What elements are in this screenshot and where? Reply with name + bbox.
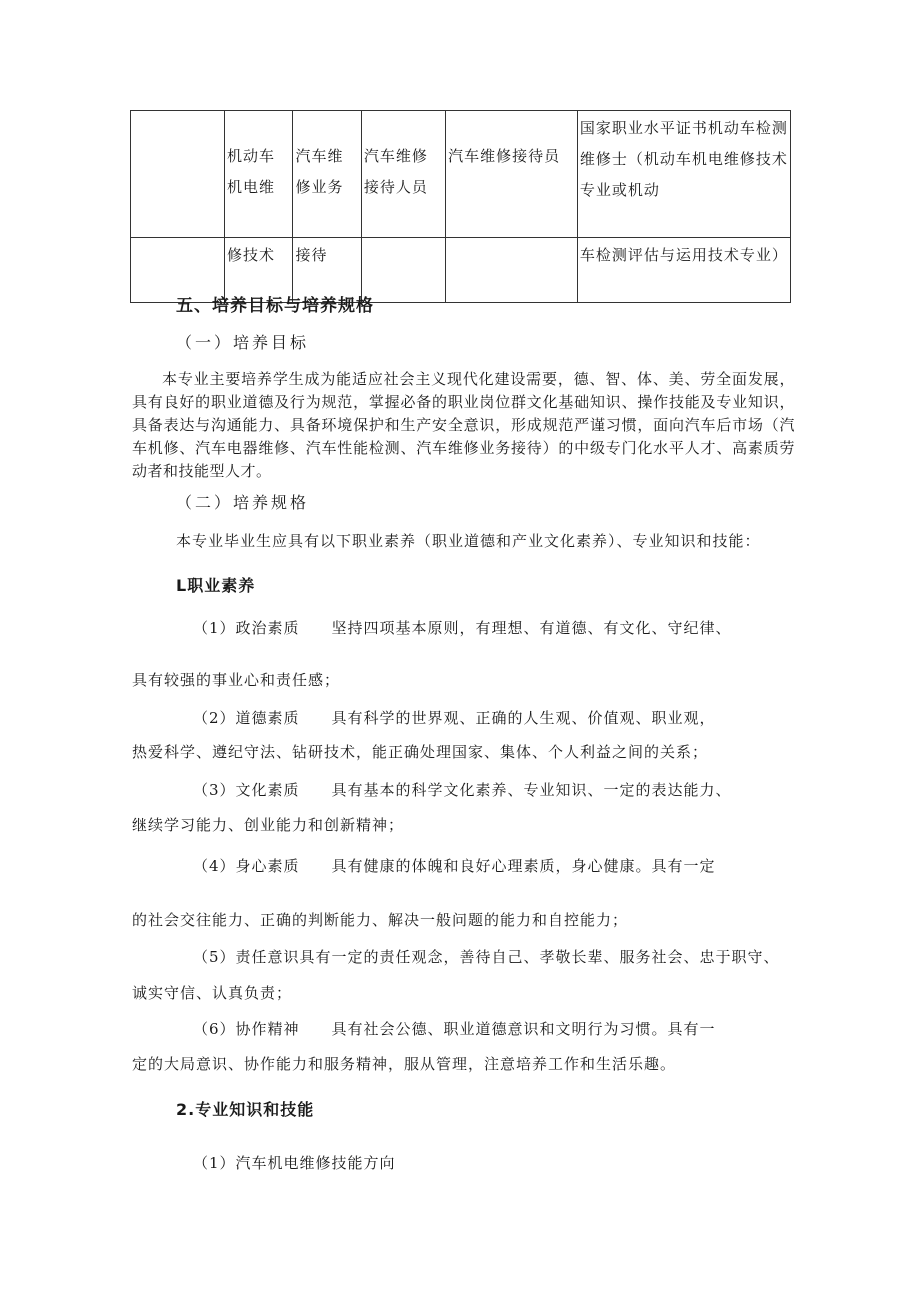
- subsection-heading: （二）培养规格: [176, 493, 310, 512]
- table-cell: 接待: [293, 238, 361, 303]
- paragraph: 本专业主要培养学生成为能适应社会主义现代化建设需要，德、智、体、美、劳全面发展，具有良好的职业道德及行为规范，掌握必备的职业岗位群文化基础知识、操作技能及专业知识，具备表达与沟通能力、具备环境保护和生产安全意识，形成规范严谨习惯，面向汽车后市场（汽车机修、汽车电器维修、汽车性能检测、汽车维修业务接待）的中级专门化水平人才、高素质劳动者和技能型人才。: [132, 370, 795, 480]
- table-cell: 汽车维修接待员: [446, 111, 578, 238]
- table-cell: 机动车机电维: [224, 111, 292, 238]
- list-item-line: （1）政治素质 坚持四项基本原则，有理想、有道德、有文化、守纪律、: [193, 619, 732, 637]
- list-item-line: 的社会交往能力、正确的判断能力、解决一般问题的能力和自控能力；: [132, 911, 629, 929]
- list-item-line: （6）协作精神 具有社会公德、职业道德意识和文明行为习惯。具有一: [193, 1020, 716, 1038]
- paragraph: 本专业毕业生应具有以下职业素养（职业道德和产业文化素养）、专业知识和技能：: [176, 532, 761, 550]
- list-item-line: 继续学习能力、创业能力和创新精神；: [132, 816, 405, 834]
- table-cell: 汽车维修业务: [293, 111, 361, 238]
- table-cell: 汽车维修接待人员: [361, 111, 445, 238]
- table-row: [131, 111, 791, 238]
- table-cell: [361, 238, 445, 303]
- list-item-line: （2）道德素质 具有科学的世界观、正确的人生观、价值观、职业观，: [193, 709, 716, 727]
- table-cell: 修技术: [224, 238, 292, 303]
- list-item-line: 诚实守信、认真负责；: [132, 984, 293, 1002]
- table-cell: 车检测评估与运用技术专业）: [577, 238, 790, 303]
- occupation-table: [130, 110, 791, 303]
- list-item-line: （4）身心素质 具有健康的体魄和良好心理素质，身心健康。具有一定: [193, 857, 716, 875]
- list-item-line: （3）文化素质 具有基本的科学文化素养、专业知识、一定的表达能力、: [193, 781, 732, 799]
- list-item-line: （1）汽车机电维修技能方向: [193, 1154, 396, 1172]
- section-heading: 五、培养目标与培养规格: [176, 296, 374, 316]
- table-cell: [446, 238, 578, 303]
- list-item-line: 热爱科学、遵纪守法、钻研技术，能正确处理国家、集体、个人利益之间的关系；: [132, 743, 709, 761]
- subheading: 2.专业知识和技能: [176, 1100, 315, 1119]
- subsection-heading: （一）培养目标: [176, 333, 310, 352]
- table-cell: [131, 111, 225, 238]
- subheading: L职业素养: [176, 576, 256, 595]
- table-cell: 国家职业水平证书机动车检测维修士（机动车机电维修技术专业或机动: [577, 111, 790, 238]
- list-item-line: （5）责任意识具有一定的责任观念，善待自己、孝敬长辈、服务社会、忠于职守、: [193, 948, 780, 966]
- list-item-line: 定的大局意识、协作能力和服务精神，服从管理，注意培养工作和生活乐趣。: [132, 1055, 677, 1073]
- list-item-line: 具有较强的事业心和责任感；: [132, 671, 341, 689]
